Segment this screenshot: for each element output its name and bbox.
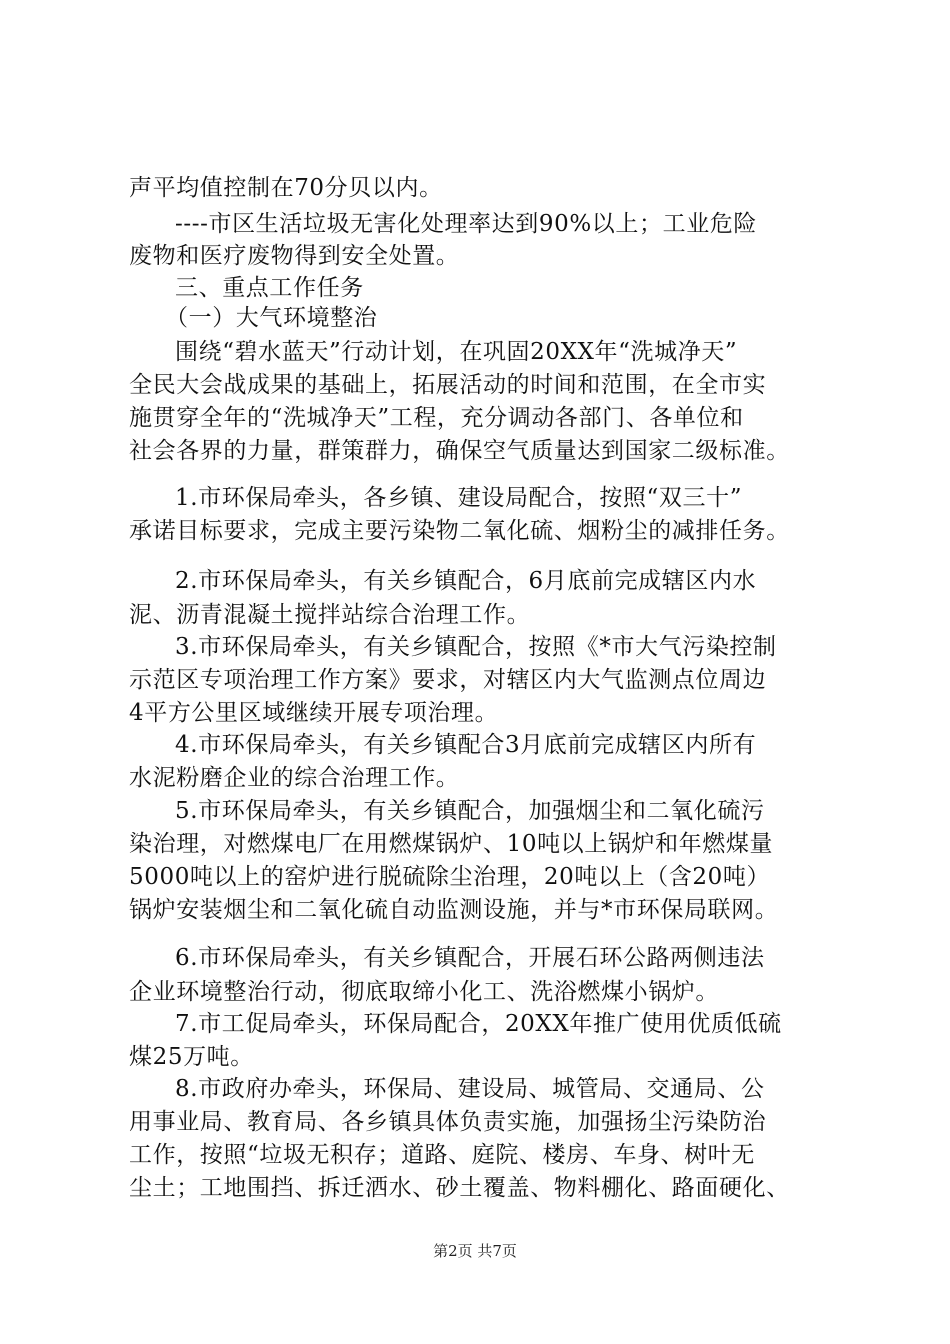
text-line: 围绕“碧水蓝天”行动计划，在巩固20XX年“洗城净天” [175, 339, 738, 365]
text-line: 施贯穿全年的“洗城净天”工程，充分调动各部门、各单位和 [129, 405, 744, 431]
text-line: 4.市环保局牵头，有关乡镇配合3月底前完成辖区内所有 [175, 732, 757, 758]
text-line: 废物和医疗废物得到安全处置。 [129, 243, 460, 269]
text-line: 示范区专项治理工作方案》要求，对辖区内大气监测点位周边 [129, 667, 767, 693]
text-line: 泥、沥青混凝土搅拌站综合治理工作。 [129, 602, 531, 628]
text-line: 5000吨以上的窑炉进行脱硫除尘治理，20吨以上（含20吨） [129, 864, 771, 890]
subsection-heading: （一）大气环境整治 [165, 305, 378, 331]
text-line: 2.市环保局牵头，有关乡镇配合，6月底前完成辖区内水 [175, 568, 757, 594]
text-line: 企业环境整治行动，彻底取缔小化工、洗浴燃煤小锅炉。 [129, 979, 719, 1005]
text-line: 声平均值控制在70分贝以内。 [129, 175, 443, 201]
text-line: 染治理，对燃煤电厂在用燃煤锅炉、10吨以上锅炉和年燃煤量 [129, 831, 774, 857]
text-line: 锅炉安装烟尘和二氧化硫自动监测设施，并与*市环保局联网。 [129, 897, 779, 923]
page-footer: 第2页 共7页 [433, 1242, 517, 1260]
text-line: 全民大会战成果的基础上，拓展活动的时间和范围，在全市实 [129, 372, 767, 398]
text-line: 煤25万吨。 [129, 1044, 254, 1070]
text-line: 7.市工促局牵头，环保局配合，20XX年推广使用优质低硫 [175, 1011, 782, 1037]
text-line: 1.市环保局牵头，各乡镇、建设局配合，按照“双三十” [175, 485, 743, 511]
section-heading: 三、重点工作任务 [175, 275, 364, 301]
text-line: 4平方公里区域继续开展专项治理。 [129, 700, 499, 726]
text-line: 尘土；工地围挡、拆迁洒水、砂土覆盖、物料棚化、路面硬化、 [129, 1175, 790, 1201]
text-line: 用事业局、教育局、各乡镇具体负责实施，加强扬尘污染防治 [129, 1109, 767, 1135]
text-line: 3.市环保局牵头，有关乡镇配合，按照《*市大气污染控制 [175, 634, 777, 660]
text-line: ----市区生活垃圾无害化处理率达到90%以上；工业危险 [175, 211, 758, 237]
text-line: 6.市环保局牵头，有关乡镇配合，开展石环公路两侧违法 [175, 945, 765, 971]
text-line: 8.市政府办牵头，环保局、建设局、城管局、交通局、公 [175, 1076, 765, 1102]
text-line: 社会各界的力量，群策群力，确保空气质量达到国家二级标准。 [129, 438, 790, 464]
text-line: 承诺目标要求，完成主要污染物二氧化硫、烟粉尘的减排任务。 [129, 518, 790, 544]
text-line: 水泥粉磨企业的综合治理工作。 [129, 765, 460, 791]
text-line: 5.市环保局牵头，有关乡镇配合，加强烟尘和二氧化硫污 [175, 798, 765, 824]
text-line: 工作，按照“垃圾无积存；道路、庭院、楼房、车身、树叶无 [129, 1142, 755, 1168]
